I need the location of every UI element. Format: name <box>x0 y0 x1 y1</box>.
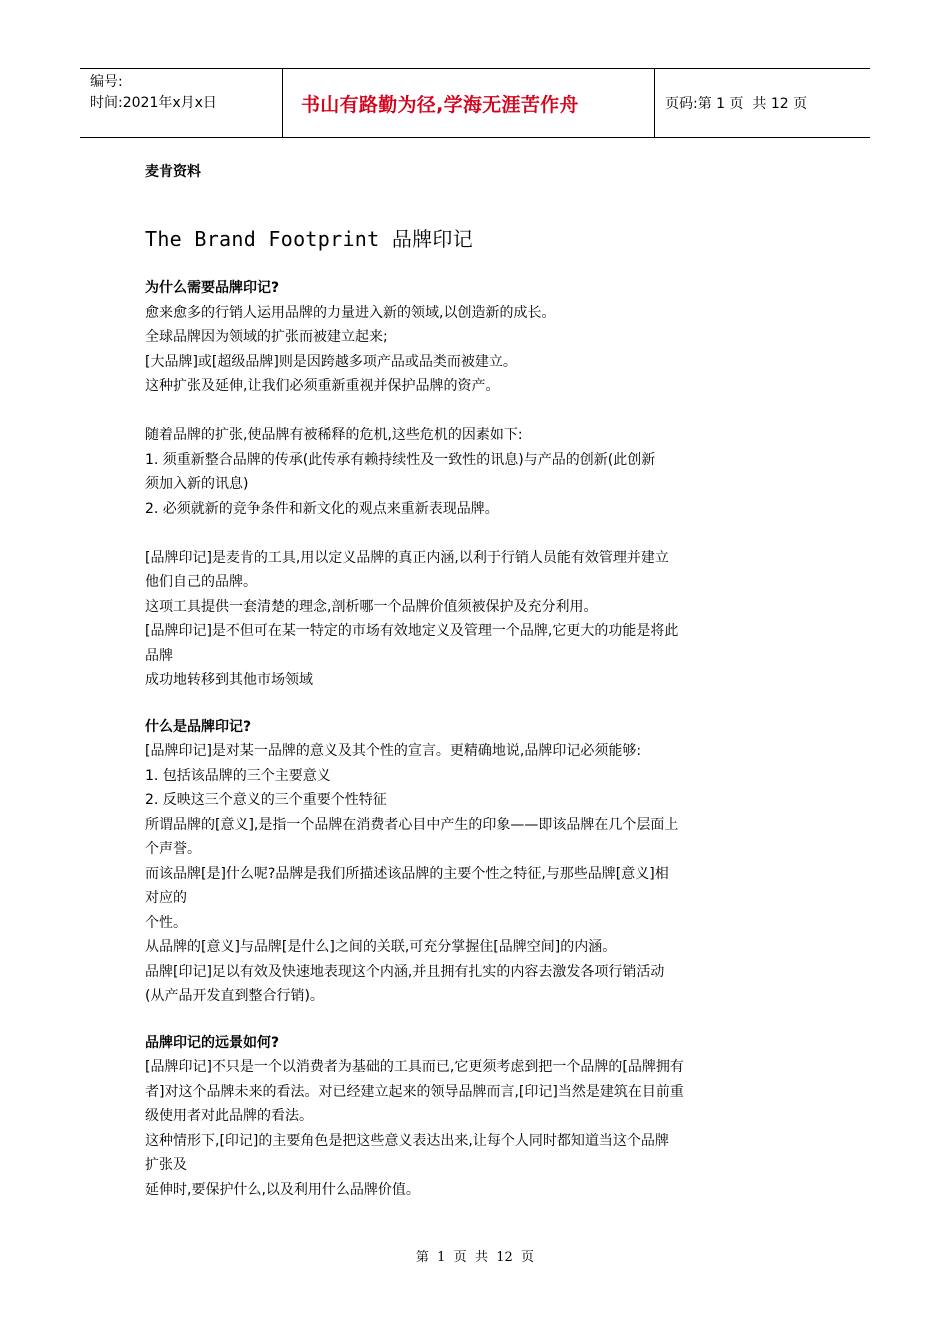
list-item-line: 1. 包括该品牌的三个主要意义 <box>145 767 331 784</box>
paragraph-line: 全球品牌因为领域的扩张而被建立起来; <box>145 329 388 345</box>
blank-line <box>145 399 810 424</box>
paragraph-line: [品牌印记]是对某一品牌的意义及其个性的宣言。更精确地说,品牌印记必须能够: <box>145 743 642 759</box>
paragraph-line: [品牌印记]是不但可在某一特定的市场有效地定义及管理一个品牌,它更大的功能是将此 <box>145 623 679 639</box>
source-label: 麦肯资料 <box>145 164 201 180</box>
paragraph-line: 随着品牌的扩张,使品牌有被稀释的危机,这些危机的因素如下: <box>145 427 523 443</box>
section-vision <box>145 1031 810 1203</box>
blank-line <box>145 521 810 546</box>
section-heading: 为什么需要品牌印记? <box>145 280 280 296</box>
paragraph-line: 他们自己的品牌。 <box>145 574 257 590</box>
paragraph-line: 而该品牌[是]什么呢?品牌是我们所描述该品牌的主要个性之特征,与那些品牌[意义]相 <box>145 865 669 882</box>
document-header <box>80 68 870 138</box>
section-heading: 品牌印记的远景如何? <box>145 1034 280 1051</box>
paragraph-line: 品牌[印记]足以有效及快速地表现这个内涵,并且拥有扎实的内容去激发各项行销活动 <box>145 963 665 980</box>
paragraph-line: 成功地转移到其他市场领域 <box>145 672 313 688</box>
header-meta-cell <box>80 69 283 137</box>
section-heading: 什么是品牌印记? <box>145 718 252 735</box>
header-motto: 书山有路勤为径,学海无涯苦作舟 <box>283 69 655 137</box>
paragraph-line: 扩张及 <box>145 1157 187 1173</box>
paragraph-line: [大品牌]或[超级品牌]则是因跨越多项产品或品类而被建立。 <box>145 353 517 370</box>
paragraph-line: 须加入新的讯息) <box>145 476 249 492</box>
paragraph-line: 这种情形下,[印记]的主要角色是把这些意义表达出来,让每个人同时都知道当这个品牌 <box>145 1132 669 1149</box>
paragraph-line: 从品牌的[意义]与品牌[是什么]之间的关联,可充分掌握住[品牌空间]的内涵。 <box>145 939 617 955</box>
paragraph-line: [品牌印记]是麦肯的工具,用以定义品牌的真正内涵,以利于行销人员能有效管理并建立 <box>145 549 669 566</box>
paragraph-line: 者]对这个品牌未来的看法。对已经建立起来的领导品牌而言,[印记]当然是建筑在目前重 <box>145 1083 684 1100</box>
paragraph-line: 个性。 <box>145 914 187 931</box>
paragraph-line: 这项工具提供一套清楚的理念,剖析哪一个品牌价值须被保护及充分利用。 <box>145 598 598 615</box>
paragraph-line: 对应的 <box>145 890 187 906</box>
paragraph-line: 所谓品牌的[意义],是指一个品牌在消费者心目中产生的印象——即该品牌在几个层面上 <box>145 816 679 833</box>
paragraph-line: 品牌 <box>145 647 173 664</box>
paragraph-line: 级使用者对此品牌的看法。 <box>145 1108 313 1124</box>
section-what <box>145 715 810 1009</box>
document-body <box>145 150 810 1202</box>
header-time: 时间:2021年x月x日 <box>90 95 217 111</box>
list-item-line: 2. 反映这三个意义的三个重要个性特征 <box>145 792 387 808</box>
footer-page-number: 第 1 页 共 12 页 <box>415 1250 535 1265</box>
header-page-cell <box>655 69 870 137</box>
list-item-line: 1. 须重新整合品牌的传承(此传承有赖持续性及一致性的讯息)与产品的创新(此创新 <box>145 451 656 468</box>
paragraph-line: 个声誉。 <box>145 841 201 857</box>
section-why <box>145 276 810 693</box>
paragraph-line: [品牌印记]不只是一个以消费者为基础的工具而已,它更须考虑到把一个品牌的[品牌拥有 <box>145 1059 684 1075</box>
paragraph-line: (从产品开发直到整合行销)。 <box>145 988 324 1004</box>
header-page-info: 第 1 页 共 12 页 <box>697 96 808 112</box>
paragraph-line: 这种扩张及延伸,让我们必须重新重视并保护品牌的资产。 <box>145 378 500 394</box>
page-footer <box>0 1246 950 1265</box>
document-title: The Brand Footprint 品牌印记 <box>145 227 474 251</box>
paragraph-line: 延伸时,要保护什么,以及利用什么品牌价值。 <box>145 1181 420 1198</box>
list-item-line: 2. 必须就新的竞争条件和新文化的观点来重新表现品牌。 <box>145 500 499 517</box>
header-number: 编号: <box>90 74 123 90</box>
header-page-label: 页码: <box>665 96 698 112</box>
paragraph-line: 愈来愈多的行销人运用品牌的力量进入新的领域,以创造新的成长。 <box>145 304 556 321</box>
